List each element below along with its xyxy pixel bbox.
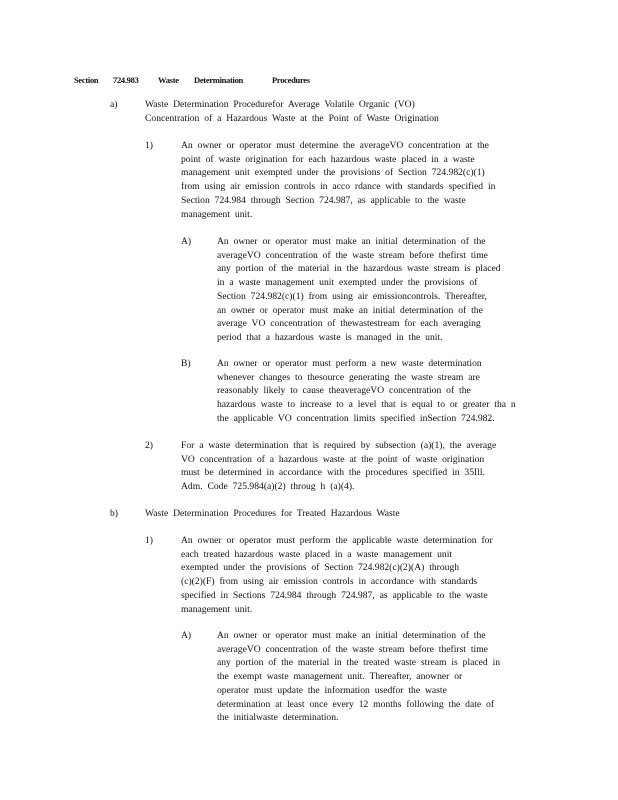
text-line: VO concentration of a hazardous waste at the point of waste origination [181,453,485,465]
text-line: reasonably likely to cause theaverageVO concentration of the [217,385,471,397]
item-a1A-paragraph [217,235,501,345]
item-a1-paragraph [181,139,495,221]
text-line: An owner or operator must perform a new waste determination [217,358,482,369]
text-line: the exempt waste management unit. Thereafter, anowner or [217,671,463,683]
text-line: each treated hazardous waste placed in a waste management unit [181,548,453,560]
text-line: An owner or operator must make an initial determination of the [217,630,486,641]
title-line: Waste Determination Procedurefor Average Volatile Organic (VO) [145,99,415,110]
subsection-a-label: a) [110,99,118,110]
text-line: hazardous waste to increase to a level that is equal to or greater tha n [217,399,516,411]
subsection-b-title [145,507,400,521]
section-word: Section [74,75,99,85]
text-line: (c)(2)(F) from using air emission controls in accordance with standards [181,576,478,588]
text-line: Section 724.984 through Section 724.987, as applicable to the waste [181,194,466,206]
text-line: For a waste determination that is required by subsection (a)(1), the average [181,440,497,451]
text-line: must be determined in accordance with the procedures specified in 35Ill. [181,467,485,479]
item-a1B-label: B) [181,358,191,369]
text-line: determination at least once every 12 months following the date of [217,698,495,710]
text-line: an owner or operator must make an initial determination of the [217,304,483,316]
item-a1-label: 1) [145,140,153,151]
text-line: An owner or operator must determine the averageVO concentration at the [181,140,489,151]
text-line: period that a hazardous waste is managed in the unit. [217,331,443,343]
text-line: averageVO concentration of the waste stream before thefirst time [217,643,488,655]
text-line: exempted under the provisions of Section 724.982(c)(2)(A) through [181,562,460,574]
text-line: average VO concentration of thewastestream for each averaging [217,318,481,330]
text-line: from using air emission controls in acco rdance with standards specified in [181,181,496,193]
heading-word-waste: Waste [158,75,179,85]
subsection-a-title [145,98,439,125]
item-b1-label: 1) [145,535,153,546]
title-line: Waste Determination Procedures for Treated Hazardous Waste [145,508,400,519]
text-line: management unit. [181,208,253,220]
text-line: Section 724.982(c)(1) from using air emissioncontrols. Thereafter, [217,290,487,302]
text-line: whenever changes to thesource generating the waste stream are [217,371,480,383]
heading-word-determination: Determination [194,75,243,85]
text-line: management unit. [181,603,253,615]
text-line: management unit exempted under the provisions of Section 724.982(c)(1) [181,167,485,179]
section-number: 724.983 [113,75,139,85]
title-line: Concentration of a Hazardous Waste at the Point of Waste Origination [145,112,439,124]
text-line: in a waste management unit exempted under the provisions of [217,277,478,289]
subsection-b-label: b) [110,508,118,519]
item-b1-paragraph [181,534,493,616]
item-a2-label: 2) [145,440,153,451]
item-b1A-paragraph [217,629,500,725]
text-line: the applicable VO concentration limits specified inSection 724.982. [217,412,495,424]
text-line: any portion of the material in the treated waste stream is placed in [217,657,501,669]
text-line: Adm. Code 725.984(a)(2) throug h (a)(4). [181,481,355,493]
text-line: operator must update the information usedfor the waste [217,684,447,696]
text-line: specified in Sections 724.984 through 724.987, as applicable to the waste [181,589,488,601]
text-line: any portion of the material in the hazardous waste stream is placed [217,263,501,275]
item-a1B-paragraph [217,357,516,426]
text-line: the initialwaste determination. [217,712,339,724]
heading-word-procedures: Procedures [272,75,310,85]
text-line: point of waste origination for each hazardous waste placed in a waste [181,153,475,165]
text-line: An owner or operator must make an initial determination of the [217,236,486,247]
item-b1A-label: A) [181,630,192,641]
item-a1A-label: A) [181,236,192,247]
text-line: averageVO concentration of the waste stream before thefirst time [217,249,488,261]
item-a2-paragraph [181,439,496,494]
text-line: An owner or operator must perform the applicable waste determination for [181,535,493,546]
